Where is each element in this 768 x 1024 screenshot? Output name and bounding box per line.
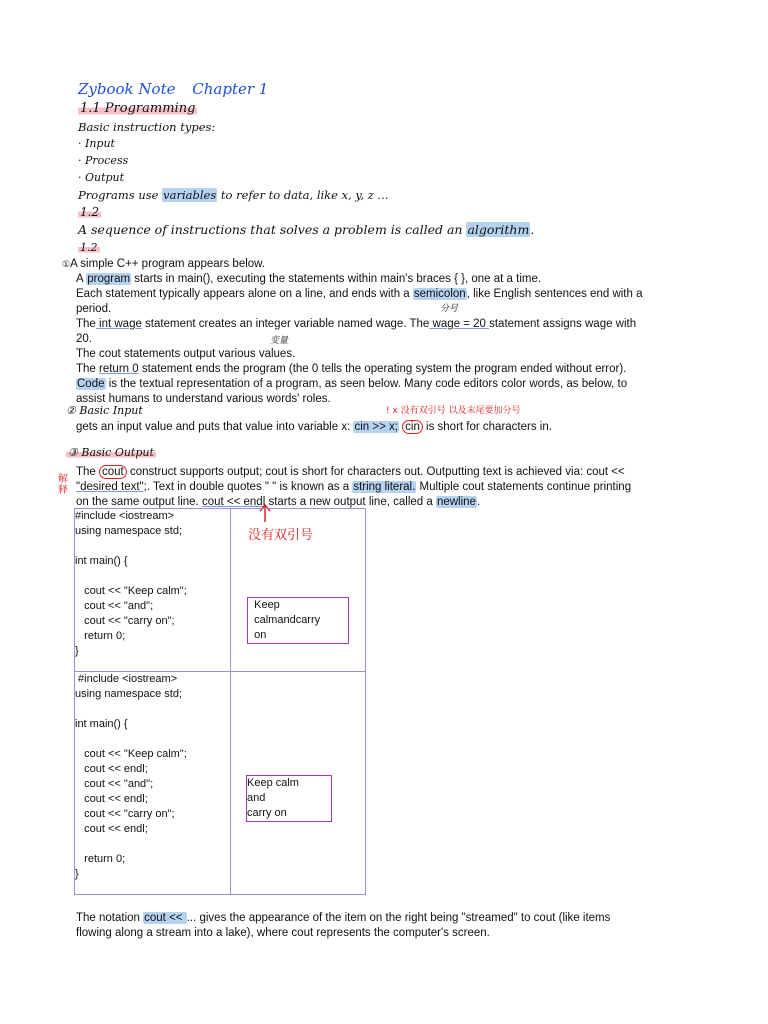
period-line: period. [76,303,112,315]
int-wage-line: The int wage statement creates an integer variable named wage. The wage = 20 statement assigns wage with [76,318,637,330]
return-zero-line: The return 0 statement ends the program (the 0 tells the operating system the program ended without error). [76,363,627,375]
cin-line: gets an input value and puts that value into variable x: cin >> x; cin is short for characters in. [76,421,552,433]
note-bianliang: 变量 [270,336,289,346]
input-note: ! x 没有双引号 以及末尾要加分号 [386,406,521,416]
cout-construct-line: The cout construct supports output; cout is short for characters out. Outputting text is achieved via: cout << [76,466,625,478]
string-literal-line: "desired text";. Text in double quotes " " is known as a string literal. Multiple cout statements continue printing [76,481,632,493]
type-process: · Process [78,154,129,167]
instruction-types-intro: Basic instruction types: [78,120,216,134]
example-output-cell [231,509,366,672]
example-code-cell [75,672,231,895]
example-code-1: #include <iostream> using namespace std; int main() { cout << "Keep calm"; cout << "and"; cout << "carry on"; return 0; } [75,510,187,657]
cin-code: cin >> x; [354,421,398,433]
assist-humans-line: assist humans to understand various words' roles. [76,393,331,405]
cout-circled: cout [99,465,127,479]
note-no-quotes: 没有双引号 [248,528,314,543]
cout-statements-line: The cout statements output various values. [76,348,296,360]
cin-circled: cin [402,420,423,434]
title-text: Zybook Note [78,80,176,98]
type-input: · Input [78,137,115,150]
section-1-2-heading: 1.2 [80,205,100,219]
type-output: · Output [78,171,125,184]
example-row-2 [75,672,366,895]
output-box-1: Keep calmandcarry on [247,597,349,644]
stream-line: flowing along a stream into a lake), where cout represents the computer's screen. [76,927,490,939]
page-title [78,80,268,98]
example-row-1 [75,509,366,672]
simple-program-intro: ①A simple C++ program appears below. [62,258,266,270]
program-definition: A program starts in main(), executing the statements within main's braces { }, one at a time. [76,273,542,285]
note-fenhao: 分号 [440,304,459,314]
code-definition: Code is the textual representation of a program, as seen below. Many code editors color words, as below, to [77,378,628,390]
basic-input-heading: ② Basic Input [66,404,143,417]
code-examples-table [74,508,366,895]
algorithm-definition: A sequence of instructions that solves a problem is called an algorithm. [78,222,535,237]
twenty-line: 20. [76,333,92,345]
algorithm-highlight: algorithm [467,222,530,237]
example-code-2: #include <iostream> using namespace std; int main() { cout << "Keep calm"; cout << endl; cout << "and"; cout << endl; cout << "carry on"; cout << endl; return 0; } [75,673,187,880]
example-code-cell [75,509,231,672]
example-output-cell [231,672,366,895]
side-note-jieshi: 解释 [58,474,68,496]
notation-line: The notation cout << ... gives the appearance of the item on the right being "streamed" to cout (like items [76,912,611,924]
newline-line: on the same output line. cout << endl starts a new output line, called a newline. [76,496,481,508]
chapter-text: Chapter 1 [192,80,269,98]
variables-highlight: variables [163,188,217,202]
semicolon-line: Each statement typically appears alone on a line, and ends with a semicolon, like English sentences end with a [76,288,643,300]
section-1-3-heading: 1.2 [80,241,98,254]
basic-output-heading: ③ Basic Output [68,446,154,459]
section-1-1-heading: 1.1 Programming [80,101,196,116]
output-box-2: Keep calm and carry on [246,775,332,822]
programs-variables-line: Programs use variables to refer to data, like x, y, z ... [78,188,389,202]
